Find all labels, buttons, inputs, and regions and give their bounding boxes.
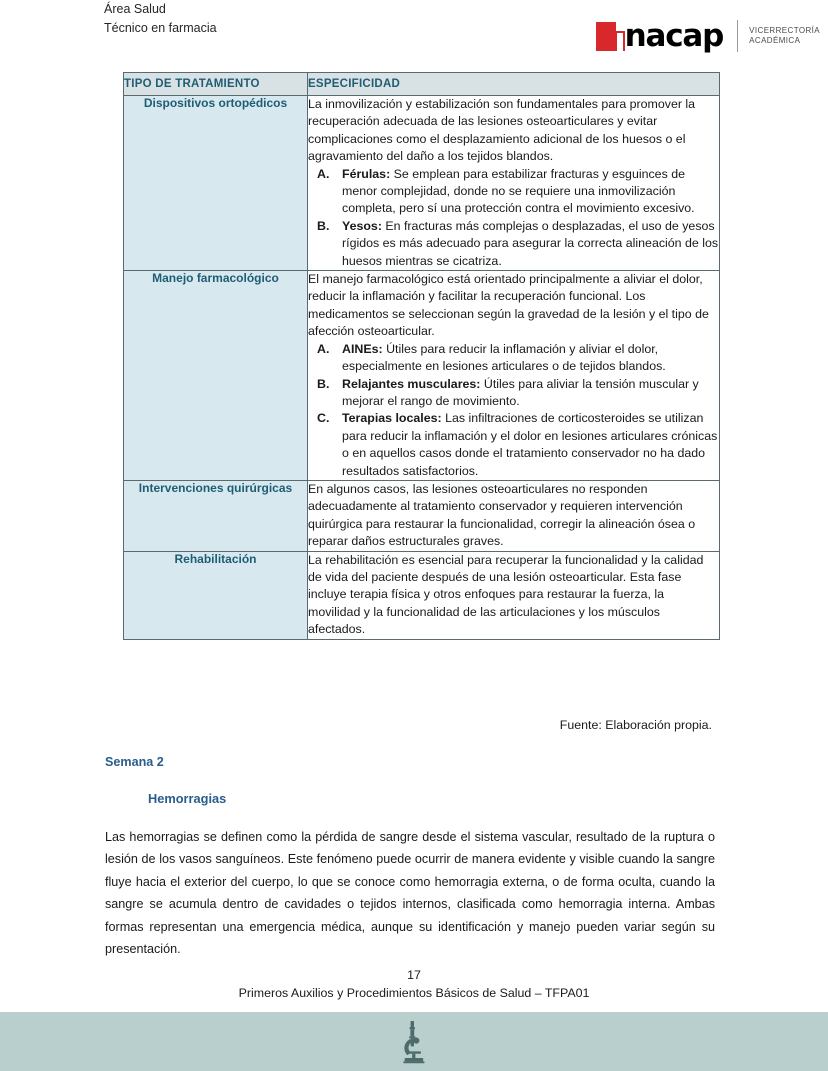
list-item-text: Se emplean para estabilizar fracturas y esguinces de menor complejidad, donde no se requiere una inmovilización completa, pero sí una protección contra el movimiento excesivo.: [342, 166, 695, 216]
list-item: [308, 166, 719, 218]
specificity-intro: La rehabilitación es esencial para recuperar la funcionalidad y la calidad de vida del paciente después de una lesión osteoarticular. Esta fase incluye terapia física y otros enfoques para restaurar la fuerza, la movilidad y la funcionalidad de las articulaciones y los músculos afectados.: [308, 552, 704, 637]
list-item: [308, 410, 719, 480]
microscope-icon: [399, 1020, 429, 1064]
list-item-marker: A.: [317, 166, 330, 181]
logo-divider: [737, 20, 738, 52]
list-item-text: Las infiltraciones de corticosteroides se utilizan para reducir la inflamación y el dolor en lesiones articulares crónicas o en aquellos casos donde el tratamiento conservador no ha dado resultados satisfactorios.: [342, 411, 718, 478]
list-item: [308, 376, 719, 411]
table-cell-category: Intervenciones quirúrgicas: [124, 480, 308, 551]
specificity-list: [308, 166, 719, 270]
table-head: [124, 73, 720, 96]
table-row: [124, 551, 720, 639]
list-item-lead: AINEs:: [342, 341, 383, 356]
table-row: [124, 96, 720, 271]
list-item-text: Útiles para aliviar la tensión muscular y mejorar el rango de movimiento.: [342, 376, 699, 408]
list-item-marker: B.: [317, 218, 330, 233]
page-header: [0, 0, 828, 70]
inacap-logo-mark-icon: [596, 22, 625, 51]
table-cell-specificity: [308, 271, 720, 481]
list-item: [308, 341, 719, 376]
column-header-especificidad: ESPECIFICIDAD: [308, 73, 720, 96]
footer-band: [0, 1012, 828, 1071]
list-item-marker: C.: [317, 411, 330, 426]
table-body: [124, 96, 720, 640]
table-cell-category: Rehabilitación: [124, 551, 308, 639]
inacap-logo: [596, 16, 820, 56]
heading-hemorragias: Hemorragias: [148, 791, 227, 806]
specificity-intro: La inmovilización y estabilización son fundamentales para promover la recuperación adecuada de las lesiones osteoarticulares y evitar complicaciones como el desplazamiento adicional de los huesos o el agravamiento del daño a los tejidos blandos.: [308, 97, 696, 164]
treatment-table: [123, 72, 720, 640]
body-paragraph-hemorragias: Las hemorragias se definen como la pérdida de sangre desde el sistema vascular, resultado de la ruptura o lesión de los vasos sanguíneos. Este fenómeno puede ocurrir de manera evidente y visible cuando la sangre fluye hacia el exterior del cuerpo, lo que se conoce como hemorragia externa, o de forma oculta, cuando la sangre se acumula dentro de cavidades o tejidos internos, clasificada como hemorragia interna. Ambas formas representan una emergencia médica, aunque su identificación y manejo pueden variar según su presentación.: [105, 830, 715, 957]
header-area-line2: Técnico en farmacia: [104, 21, 217, 35]
specificity-intro: En algunos casos, las lesiones osteoarticulares no responden adecuadamente al tratamiento conservador y requieren intervención quirúrgica para restaurar la funcionalidad, corregir la alineación ósea o reparar daños estructurales graves.: [308, 481, 696, 549]
table-cell-specificity: [308, 480, 720, 551]
specificity-list: [308, 341, 719, 480]
column-header-tipo-de-tratamiento: TIPO DE TRATAMIENTO: [124, 73, 308, 96]
inacap-wordmark: nacap: [624, 17, 724, 54]
table-header-row: [124, 73, 720, 96]
list-item-lead: Férulas:: [342, 166, 391, 181]
header-area-text: [104, 0, 217, 38]
list-item-lead: Relajantes musculares:: [342, 376, 481, 391]
table-cell-specificity: [308, 551, 720, 639]
table-row: [124, 271, 720, 481]
header-area-line1: Área Salud: [104, 2, 166, 16]
logo-subtitle: [749, 26, 820, 46]
logo-subtitle-line1: VICERRECTORÍA: [749, 26, 820, 35]
table-row: [124, 480, 720, 551]
table-cell-specificity: [308, 96, 720, 271]
table-cell-category: Manejo farmacológico: [124, 271, 308, 481]
list-item-lead: Yesos:: [342, 218, 382, 233]
treatment-table-wrapper: [123, 72, 720, 640]
list-item: [308, 218, 719, 270]
table-cell-category: Dispositivos ortopédicos: [124, 96, 308, 271]
list-item-text: En fracturas más complejas o desplazadas, el uso de yesos rígidos es más adecuado para asegurar la correcta alineación de los huesos mientras se cicatriza.: [342, 218, 719, 268]
specificity-intro: El manejo farmacológico está orientado principalmente a aliviar el dolor, reducir la inflamación y facilitar la recuperación funcional. Los medicamentos se seleccionan según la gravedad de la lesión y el tipo de afección osteoarticular.: [308, 272, 709, 339]
list-item-text: Útiles para reducir la inflamación y aliviar el dolor, especialmente en lesiones articulares o de tejidos blandos.: [342, 341, 666, 374]
page-number: 17: [407, 968, 421, 982]
footer-course-title: Primeros Auxilios y Procedimientos Básicos de Salud – TFPA01: [238, 986, 590, 1000]
source-note: Fuente: Elaboración propia.: [559, 718, 712, 732]
logo-subtitle-line2: ACADÉMICA: [749, 36, 801, 45]
list-item-marker: A.: [317, 341, 330, 356]
list-item-marker: B.: [317, 376, 330, 391]
heading-semana-2: Semana 2: [105, 755, 164, 769]
list-item-lead: Terapias locales:: [342, 411, 442, 426]
